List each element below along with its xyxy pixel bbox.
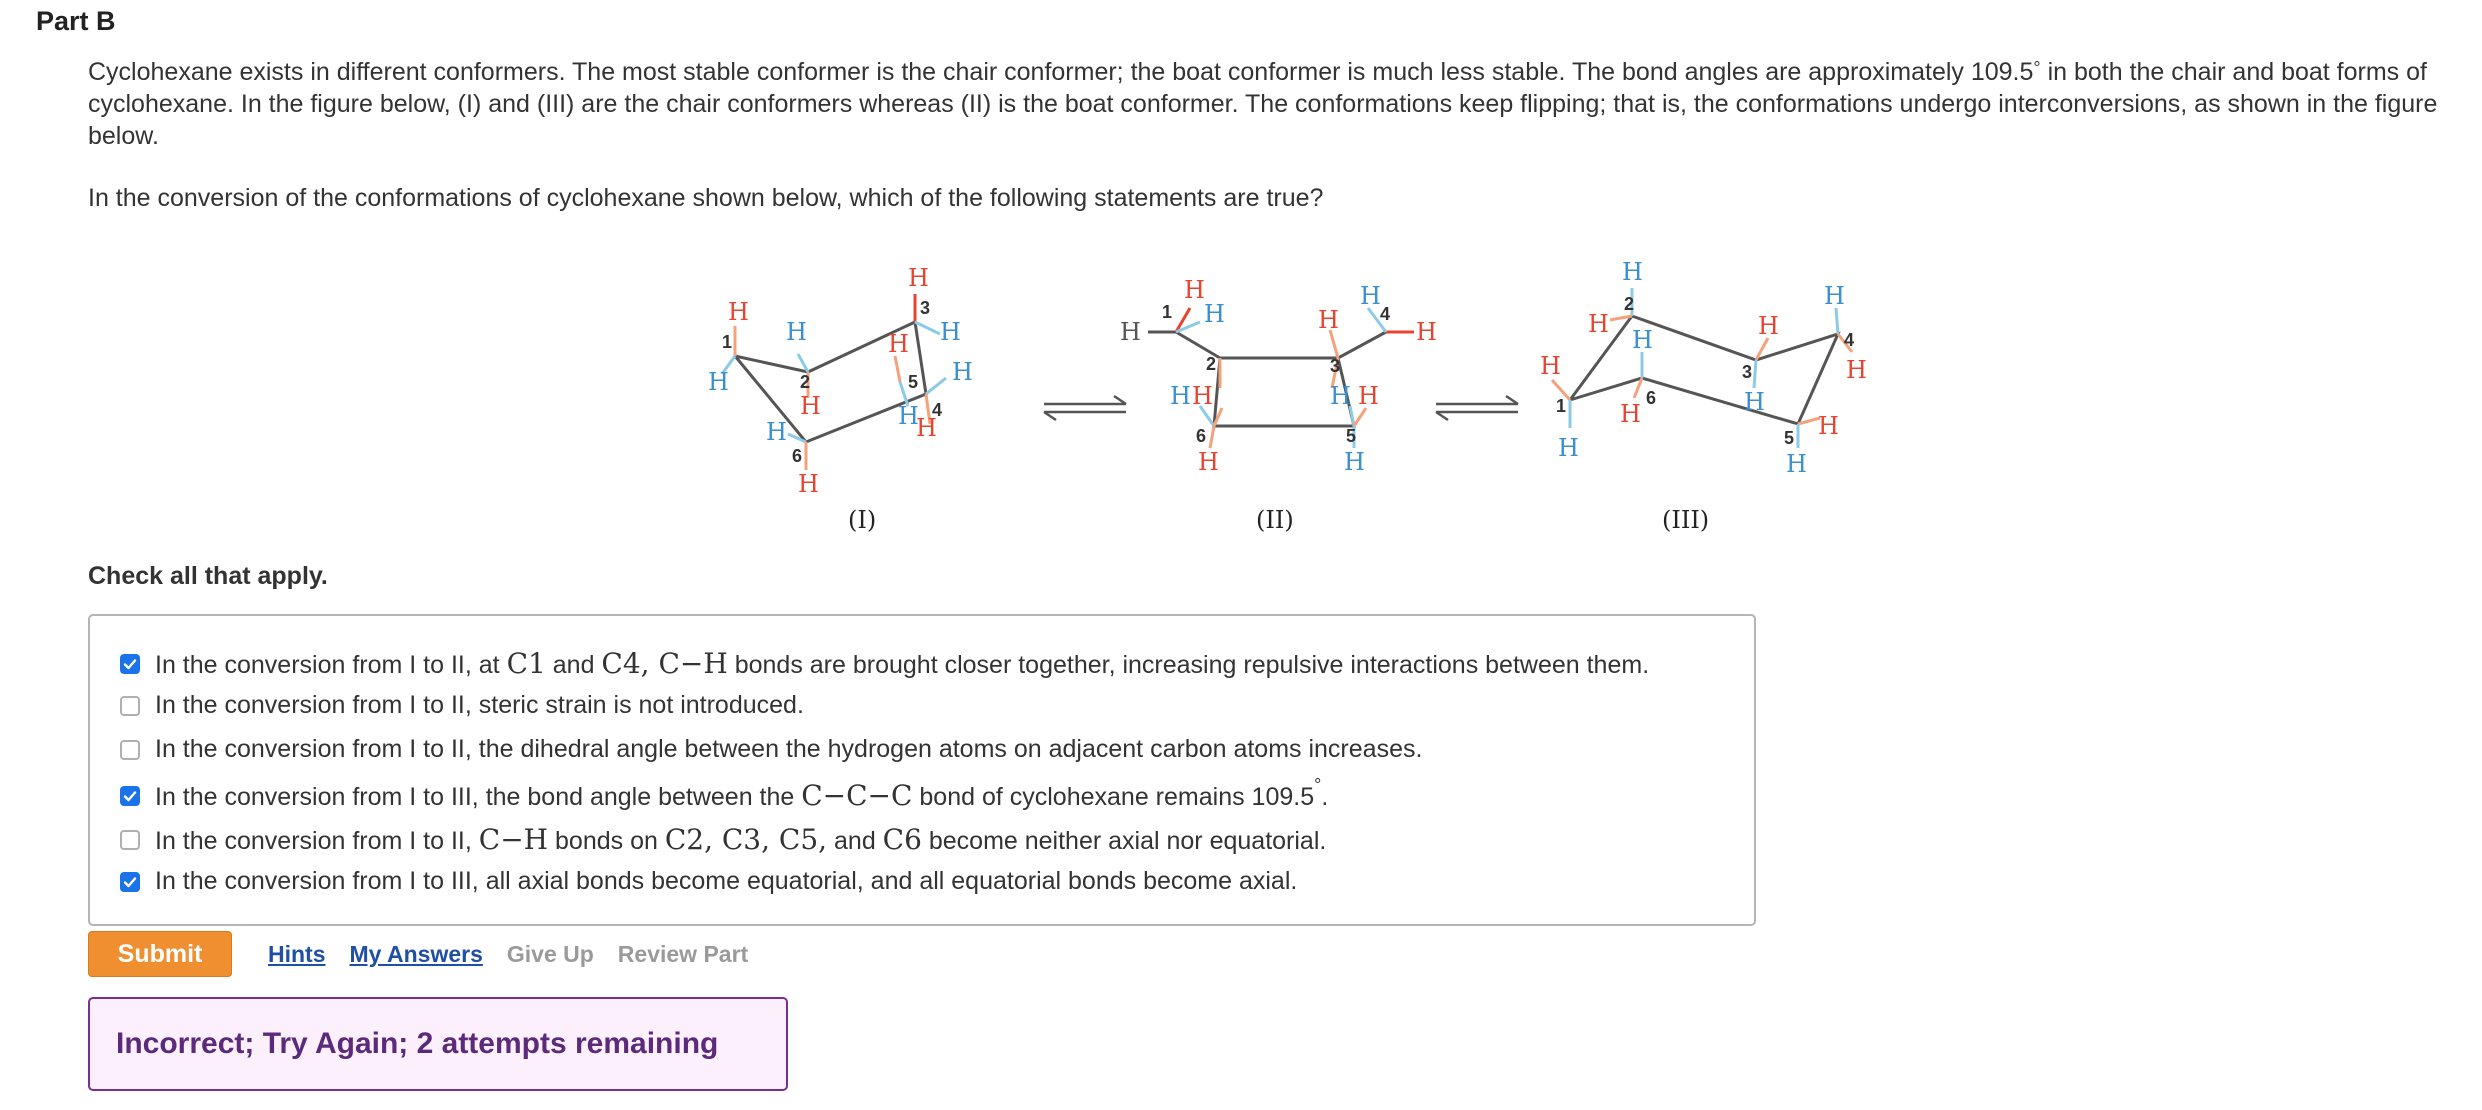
- carbon-number: 3: [920, 298, 931, 318]
- carbon-number: 4: [1380, 304, 1391, 324]
- hydrogen-atom: H: [1824, 282, 1845, 310]
- intro-text-2: in both the chair and boat forms of cyclohexane. In the figure below, (I) and (III) are the chair conformers whereas (II) is the boat conformer. The conformations keep flipping; that is, the conformations undergo interconversions, as shown in the figure below.: [88, 58, 2438, 150]
- hydrogen-atom: H: [728, 298, 749, 326]
- degree-symbol: °: [1314, 775, 1322, 795]
- option-4-label: [155, 775, 1329, 812]
- carbon-number: 6: [792, 446, 803, 466]
- answer-options-box: [88, 614, 1756, 926]
- conformer-i-hydrogens: [708, 264, 973, 498]
- hydrogen-atom: H: [940, 318, 961, 346]
- conformer-diagram: [690, 248, 1890, 548]
- carbon-number: 6: [1196, 426, 1207, 446]
- option-text: become neither axial nor equatorial.: [921, 827, 1327, 855]
- option-6[interactable]: [120, 867, 1297, 896]
- question-text: In the conversion of the conformations of cyclohexane shown below, which of the following statements are true?: [88, 184, 1324, 212]
- hydrogen-atom: H: [1204, 300, 1225, 328]
- option-text: and: [827, 827, 883, 855]
- option-1[interactable]: [120, 647, 1649, 680]
- option-3[interactable]: [120, 735, 1422, 764]
- hydrogen-atom: H: [1198, 448, 1219, 476]
- part-title: Part B: [36, 6, 116, 36]
- hints-link[interactable]: Hints: [268, 940, 326, 967]
- conformer-ii: [1176, 332, 1386, 426]
- equilibrium-arrow-1: [1044, 396, 1126, 420]
- option-text: and: [545, 651, 602, 679]
- hydrogen-atom: H: [1184, 276, 1205, 304]
- hydrogen-atom: H: [1318, 306, 1339, 334]
- carbon-number: 3: [1742, 362, 1753, 382]
- conformer-figure: [690, 248, 1890, 548]
- carbon-number: 2: [1206, 354, 1217, 374]
- hydrogen-atom: H: [800, 392, 821, 420]
- option-1-checkbox[interactable]: [120, 654, 140, 674]
- option-text: .: [1321, 783, 1329, 811]
- conformer-label-i: (I): [848, 506, 877, 534]
- conformer-label-iii: (III): [1662, 506, 1710, 534]
- conformer-iii: [1570, 316, 1838, 424]
- carbon-number: 3: [1330, 356, 1341, 376]
- hydrogen-atom: H: [1758, 312, 1779, 340]
- intro-text-1: Cyclohexane exists in different conformers. The most stable conformer is the chair conformer; the boat conformer is much less stable. The bond angles are approximately 109.5: [88, 58, 2034, 86]
- checkmark-icon: [122, 874, 138, 890]
- hydrogen-atom: H: [1744, 388, 1765, 416]
- hydrogen-atom: H: [1416, 318, 1437, 346]
- hydrogen-atom: H: [1558, 434, 1579, 462]
- hydrogen-atom: H: [898, 402, 919, 430]
- hydrogen-atom: H: [766, 418, 787, 446]
- hydrogen-atom: H: [1192, 382, 1213, 410]
- carbon-number: 1: [1162, 302, 1173, 322]
- math-expression: C1: [506, 647, 546, 680]
- hydrogen-atom: H: [916, 414, 937, 442]
- hydrogen-atom: H: [798, 470, 819, 498]
- option-2-label: In the conversion from I to II, steric strain is not introduced.: [155, 691, 804, 719]
- hydrogen-atom: H: [708, 368, 729, 396]
- hydrogen-atom: H: [1540, 352, 1561, 380]
- math-expression: C4, C−H: [601, 647, 728, 680]
- option-6-checkbox[interactable]: [120, 872, 140, 892]
- option-2-checkbox[interactable]: [120, 696, 140, 716]
- option-4[interactable]: [120, 775, 1329, 812]
- hydrogen-atom: H: [1120, 318, 1141, 346]
- feedback-message: Incorrect; Try Again; 2 attempts remaining: [88, 997, 788, 1091]
- carbon-number: 4: [1844, 330, 1855, 350]
- submit-button[interactable]: Submit: [88, 931, 232, 977]
- option-text: In the conversion from I to III, the bond angle between the: [155, 783, 802, 811]
- math-expression: C−C−C: [801, 779, 913, 812]
- hydrogen-atom: H: [1818, 412, 1839, 440]
- carbon-number: 1: [722, 332, 733, 352]
- carbon-number: 4: [932, 400, 943, 420]
- intro-paragraph: [88, 56, 2448, 152]
- checkmark-icon: [122, 788, 138, 804]
- math-expression: C2, C3, C5,: [664, 823, 828, 856]
- hydrogen-atom: H: [1632, 326, 1653, 354]
- carbon-number: 5: [1784, 428, 1795, 448]
- carbon-number: 6: [1646, 388, 1657, 408]
- option-6-label: In the conversion from I to III, all axial bonds become equatorial, and all equatorial bonds become axial.: [155, 867, 1298, 895]
- option-1-label: [155, 647, 1649, 680]
- carbon-number: 5: [908, 372, 919, 392]
- hydrogen-atom: H: [1360, 282, 1381, 310]
- option-3-label: In the conversion from I to II, the dihedral angle between the hydrogen atoms on adjacent carbon atoms increases.: [155, 735, 1423, 763]
- hydrogen-atom: H: [1330, 382, 1351, 410]
- hydrogen-atom: H: [952, 358, 973, 386]
- hydrogen-atom: H: [786, 318, 807, 346]
- hydrogen-atom: H: [1622, 258, 1643, 286]
- give-up-link: Give Up: [506, 940, 594, 967]
- math-expression: C6: [882, 823, 922, 856]
- checkmark-icon: [122, 656, 138, 672]
- check-all-instruction: Check all that apply.: [88, 562, 328, 590]
- option-2[interactable]: [120, 691, 804, 720]
- carbon-number: 2: [1624, 294, 1635, 314]
- carbon-number: 5: [1346, 426, 1357, 446]
- review-part-link: Review Part: [617, 940, 749, 967]
- action-bar: [88, 930, 772, 978]
- option-text: bonds on: [548, 827, 665, 855]
- degree-symbol: °: [2033, 58, 2041, 78]
- option-4-checkbox[interactable]: [120, 786, 140, 806]
- hydrogen-atom: H: [1588, 310, 1609, 338]
- option-5-label: [155, 823, 1326, 856]
- option-3-checkbox[interactable]: [120, 740, 140, 760]
- option-text: bonds are brought closer together, increasing repulsive interactions between them.: [727, 651, 1650, 679]
- option-5-checkbox[interactable]: [120, 830, 140, 850]
- option-text: In the conversion from I to II,: [155, 827, 479, 855]
- hydrogen-atom: H: [1846, 356, 1867, 384]
- hydrogen-atom: H: [1358, 382, 1379, 410]
- option-5[interactable]: [120, 823, 1326, 856]
- hydrogen-atom: H: [908, 264, 929, 292]
- conformer-iii-hydrogens: [1540, 258, 1867, 478]
- option-text: bond of cyclohexane remains 109.5: [912, 783, 1315, 811]
- hydrogen-atom: H: [1344, 448, 1365, 476]
- option-text: In the conversion from I to II, at: [155, 651, 507, 679]
- hydrogen-atom: H: [1170, 382, 1191, 410]
- equilibrium-arrow-2: [1436, 396, 1518, 420]
- carbon-number: 2: [800, 372, 811, 392]
- hydrogen-atom: H: [1620, 400, 1641, 428]
- math-expression: C−H: [478, 823, 549, 856]
- hydrogen-atom: H: [888, 330, 909, 358]
- my-answers-link[interactable]: My Answers: [349, 940, 483, 967]
- hydrogen-atom: H: [1786, 450, 1807, 478]
- carbon-number: 1: [1556, 396, 1567, 416]
- conformer-label-ii: (II): [1256, 506, 1294, 534]
